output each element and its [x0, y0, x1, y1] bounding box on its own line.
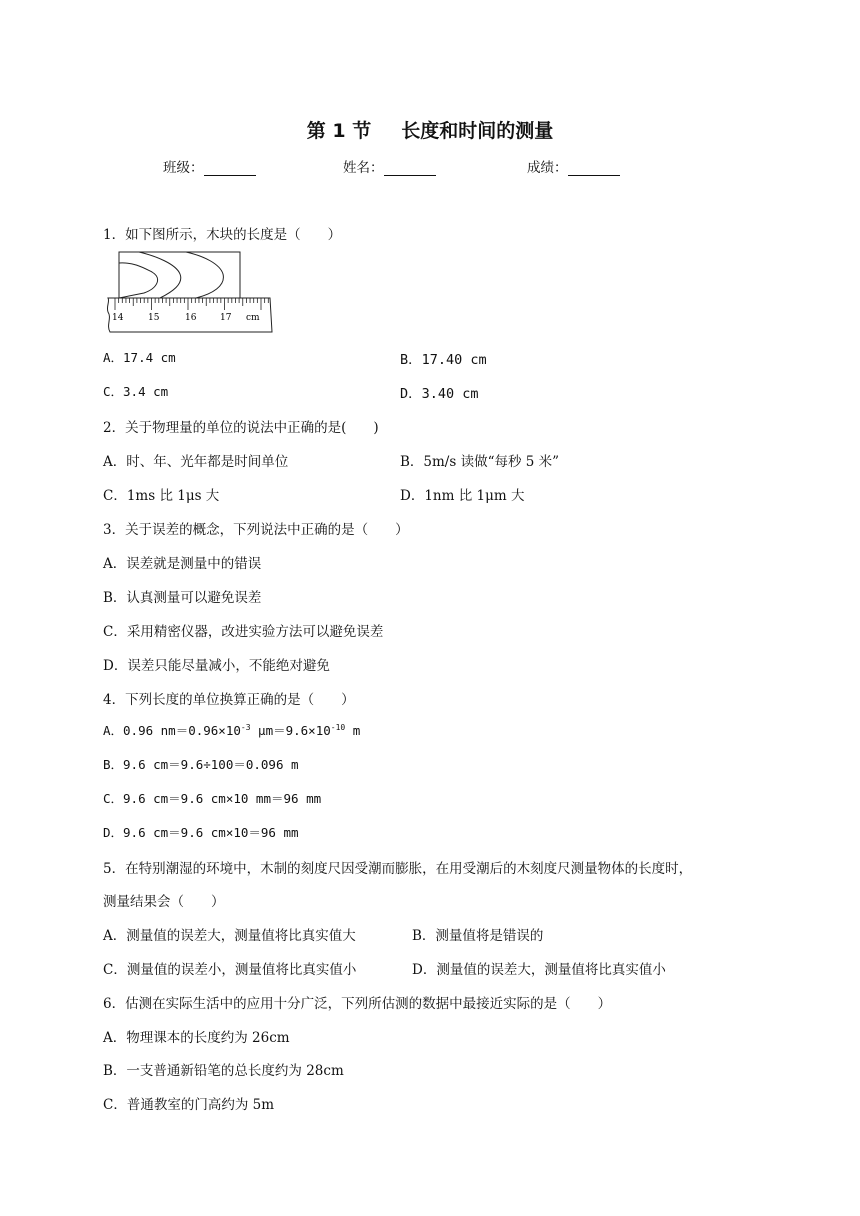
- question-6-stem: 6．估测在实际生活中的应用十分广泛，下列所估测的数据中最接近实际的是（ ）: [103, 996, 612, 1012]
- class-field: [163, 156, 256, 176]
- q4-option-d[interactable]: D．9.6 cm＝9.6 cm×10＝96 mm: [103, 825, 299, 840]
- q1-option-c[interactable]: C．3.4 cm: [103, 384, 169, 399]
- score-blank[interactable]: [568, 161, 620, 176]
- q2-option-b[interactable]: B．5m/s 读做“每秒 5 米”: [400, 454, 560, 470]
- question-4-stem: 4．下列长度的单位换算正确的是（ ）: [103, 692, 355, 708]
- q1-option-d[interactable]: D．3.40 cm: [400, 386, 479, 402]
- q2-option-a[interactable]: A．时、年、光年都是时间单位: [103, 454, 289, 470]
- q4-option-b[interactable]: B．9.6 cm＝9.6÷100＝0.096 m: [103, 757, 299, 772]
- q1-option-b[interactable]: B．17.40 cm: [400, 352, 487, 368]
- page-title: [0, 116, 860, 143]
- q4-option-a[interactable]: [103, 721, 360, 739]
- q4-a-part2: μm＝9.6×10: [250, 723, 331, 738]
- q3-option-d[interactable]: D．误差只能尽量减小，不能绝对避免: [103, 658, 330, 674]
- wood-block: [119, 252, 240, 298]
- q1-option-a[interactable]: A．17.4 cm: [103, 350, 176, 365]
- q3-option-a[interactable]: A．误差就是测量中的错误: [103, 556, 262, 572]
- q3-option-c[interactable]: C．采用精密仪器，改进实验方法可以避免误差: [103, 624, 384, 640]
- question-1-stem: 1．如下图所示，木块的长度是（ ）: [103, 227, 342, 243]
- q5-option-c[interactable]: C．测量值的误差小，测量值将比真实值小: [103, 962, 357, 978]
- class-label: 班级：: [163, 160, 204, 176]
- name-field: [343, 156, 436, 176]
- q5-option-b[interactable]: B．测量值将是错误的: [412, 928, 544, 944]
- q4-a-part3: m: [345, 723, 361, 738]
- ruler-label-17: 17: [220, 313, 232, 323]
- q6-option-a[interactable]: A．物理课本的长度约为 26cm: [103, 1030, 290, 1046]
- question-2-stem: 2．关于物理量的单位的说法中正确的是( ): [103, 420, 379, 436]
- question-5-stem-line1: 5．在特别潮湿的环境中，木制的刻度尺因受潮而膨胀，在用受潮后的木刻度尺测量物体的长度时，: [103, 861, 693, 877]
- ruler-label-15: 15: [148, 313, 160, 323]
- question-3-stem: 3．关于误差的概念，下列说法中正确的是（ ）: [103, 522, 409, 538]
- q6-option-b[interactable]: B．一支普通新铅笔的总长度约为 28cm: [103, 1063, 344, 1079]
- ruler-wood-figure: [106, 250, 276, 334]
- q5-option-d[interactable]: D．测量值的误差大，测量值将比真实值小: [412, 962, 666, 978]
- score-field: [527, 156, 620, 176]
- score-label: 成绩：: [527, 160, 568, 176]
- q4-a-exp2: -10: [330, 722, 346, 732]
- ruler-label-14: 14: [112, 313, 124, 323]
- section-title: 长度和时间的测量: [401, 120, 554, 142]
- q2-option-d[interactable]: D．1nm 比 1μm 大: [400, 488, 525, 504]
- q3-option-b[interactable]: B．认真测量可以避免误差: [103, 590, 262, 606]
- section-number: 第 1 节: [306, 120, 372, 142]
- q6-option-c[interactable]: C．普通教室的门高约为 5m: [103, 1097, 275, 1113]
- name-blank[interactable]: [384, 161, 436, 176]
- q4-a-exp1: -3: [240, 722, 251, 732]
- ruler-label-cm: cm: [246, 313, 260, 323]
- name-label: 姓名：: [343, 160, 384, 176]
- q2-option-c[interactable]: C．1ms 比 1μs 大: [103, 488, 220, 504]
- question-5-stem-line2: 测量结果会（ ）: [103, 894, 225, 910]
- q4-a-part1: A．0.96 nm＝0.96×10: [103, 723, 241, 738]
- ruler-label-16: 16: [185, 313, 197, 323]
- q4-option-c[interactable]: C．9.6 cm＝9.6 cm×10 mm＝96 mm: [103, 791, 322, 806]
- class-blank[interactable]: [204, 161, 256, 176]
- q5-option-a[interactable]: A．测量值的误差大，测量值将比真实值大: [103, 928, 356, 944]
